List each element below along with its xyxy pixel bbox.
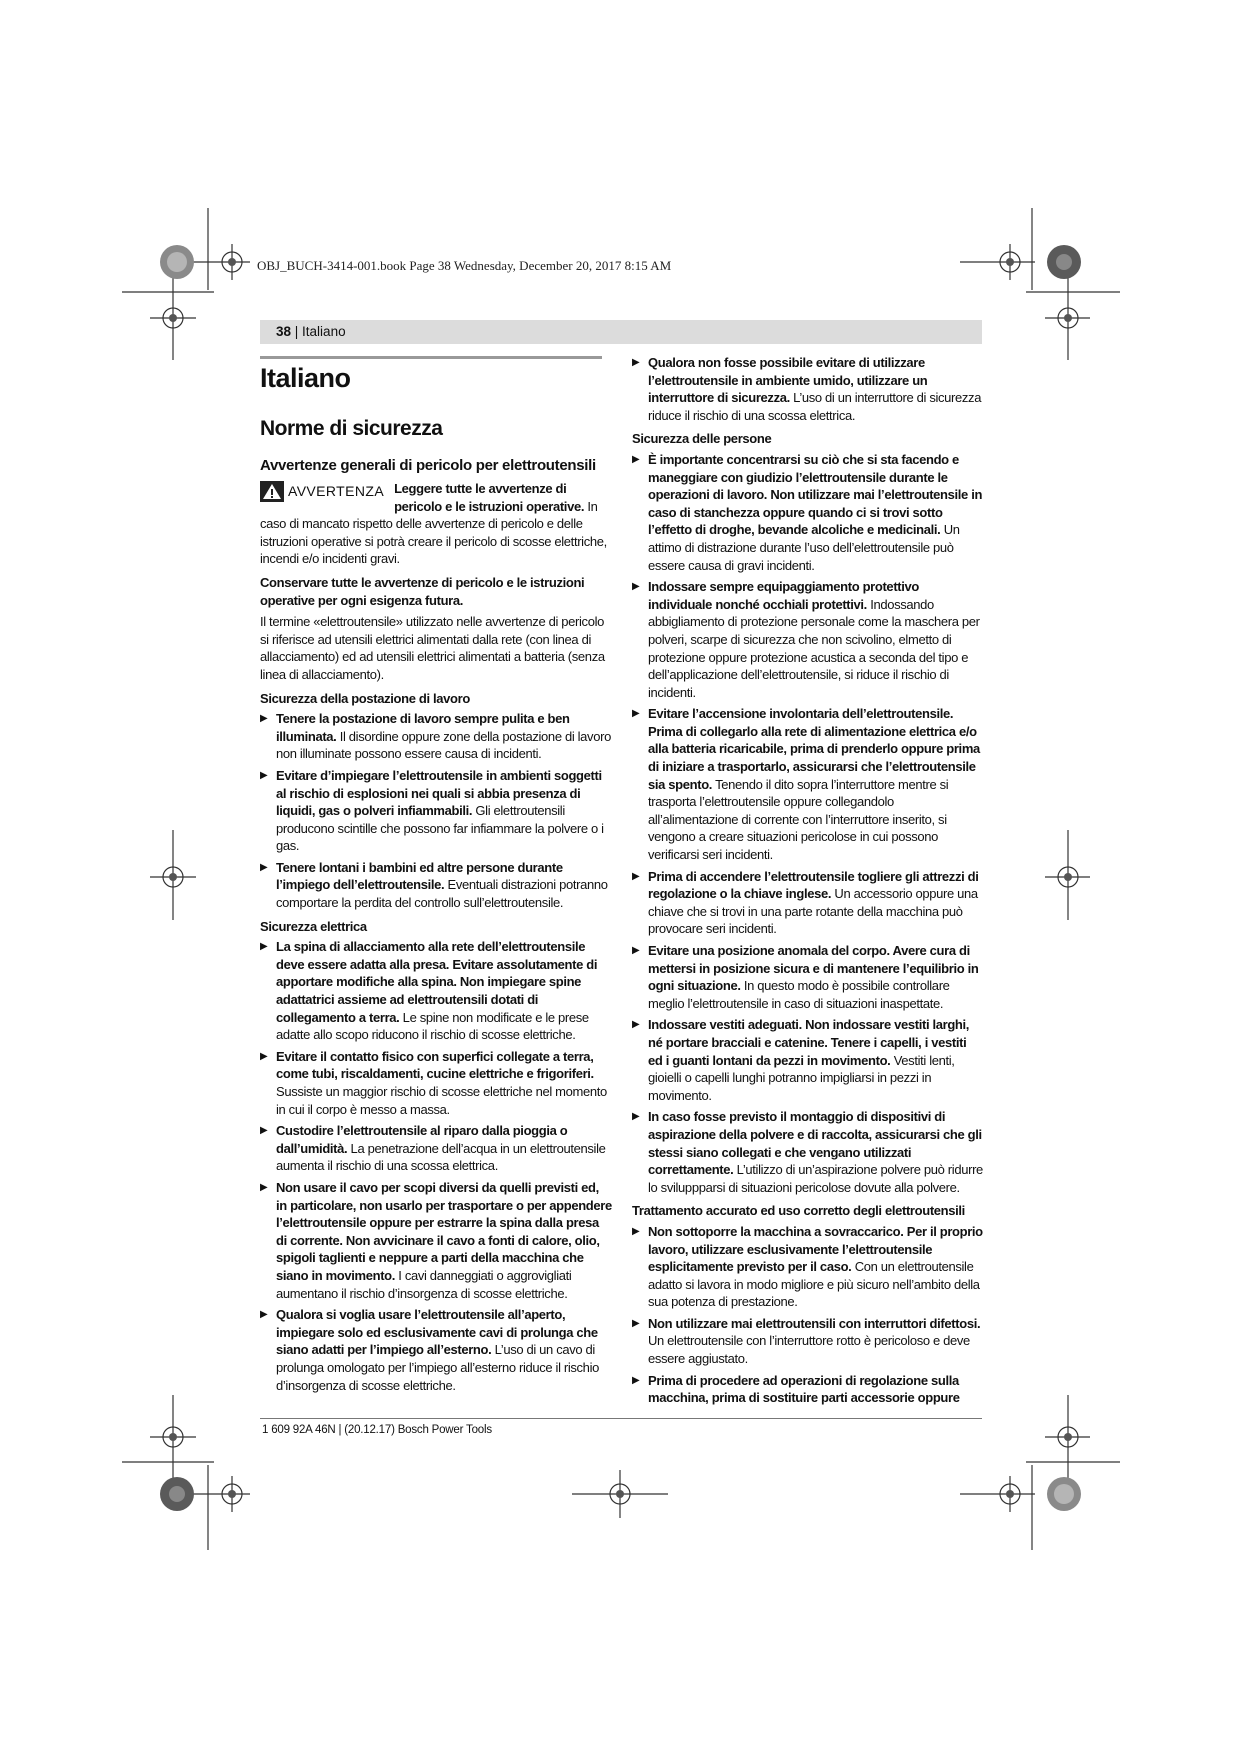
bullet-bold-text: Non utilizzare mai elettroutensili con interruttori difettosi. [648,1315,981,1331]
bullet-item [632,1108,984,1196]
warning-text: In caso di mancato rispetto delle avvertenze di pericolo e delle istruzioni operative si potrà creare il pericolo di scosse elettriche, incendi e/o incidenti gravi. [260,498,607,567]
definition-paragraph: Il termine «elettroutensile» utilizzato nelle avvertenze di pericolo si riferisce ad utensili elettrici alimentati dalla rete (con linea di allacciamento) ed ad utensili elettrici alimentati a batteria (senza linea di allacciamento). [260,614,605,682]
bullet-item [260,938,612,1044]
bullet-arrow-icon: ▶ [260,1050,268,1062]
bullet-item [632,705,984,863]
bullet-arrow-icon: ▶ [260,861,268,873]
bullet-bold-text: È importante concentrarsi su ciò che si sta facendo e maneggiare con giudizio l’elettroutensile durante le operazioni di lavoro. Non utilizzare mai l’elettroutensile in caso di stanchezza oppure quando ci si trovi sotto l’effetto di droghe, bevande alcoliche e medicinali. [648,451,983,538]
bullet-bold-text: Non sottoporre la macchina a sovraccarico. Per il proprio lavoro, utilizzare esclusivamente l’elettroutensile esplicitamente previsto per il caso. [648,1223,983,1275]
bullet-item [632,1223,984,1311]
bullet-arrow-icon: ▶ [632,453,640,465]
print-job-line: OBJ_BUCH-3414-001.book Page 38 Wednesday, December 20, 2017 8:15 AM [257,258,672,273]
bullet-item [632,1372,984,1407]
bullet-item [260,1179,612,1302]
left-sections [260,690,612,1395]
page-header [276,324,346,339]
bullet-bold-text: Evitare il contatto fisico con superfici collegate a terra, come tubi, riscaldamenti, cucine elettriche e frigoriferi. [276,1048,594,1082]
bullet-item [632,1315,984,1368]
left-column [260,362,612,1398]
page-title: Italiano [260,363,351,393]
bullet-arrow-icon: ▶ [260,941,268,953]
bullet-arrow-icon: ▶ [260,1125,268,1137]
section-title: Norme di sicurezza [260,417,443,440]
header-separator: | [291,324,303,339]
bullet-arrow-icon: ▶ [632,1225,640,1237]
bullet-text: L’utilizzo di un’aspirazione polvere può ridurre lo sviluppparsi di situazioni pericolose dovute alla polvere. [648,1162,983,1195]
bullet-bold-text: Non usare il cavo per scopi diversi da quelli previsti ed, in particolare, non usarlo per trasportare o per appendere l’elettroutensile oppure per estrarre la spina dalla presa di corrente. Non avvicinare il cavo a fonti di calore, olio, spigoli taglienti e neppure a parti della macchina che siano in movimento. [276,1179,612,1283]
section-heading: Trattamento accurato ed uso corretto degli elettroutensili [632,1203,965,1219]
bullet-text: In questo modo è possibile controllare meglio l’elettroutensile in caso di situazioni inaspettate. [648,978,950,1011]
bullet-text: Indossando abbigliamento di protezione personale come la maschera per polveri, scarpe di sicurezza che non scivolino, elmetto di protezione oppure protezione acustica a seconda del tipo e dell’applicazione dell’elettroutensile, si riduce il rischio di incidenti. [648,596,980,700]
bullet-bold-text: In caso fosse previsto il montaggio di dispositivi di aspirazione della polvere e di raccolta, assicurarsi che gli stessi siano collegati e che vengano utilizzati correttamente. [648,1109,982,1178]
bullet-bold-text: Tenere lontani i bambini ed altre persone durante l’impiego dell’elettroutensile. [276,859,563,893]
bullet-bold-text: Qualora si voglia usare l’elettroutensile all’aperto, impiegare solo ed esclusivamente cavi di prolunga che siano adatti per l’impiego all’esterno. [276,1307,598,1358]
warning-block [260,480,612,568]
header-language: Italiano [302,324,346,339]
warning-label: AVVERTENZA [288,482,385,499]
bullet-item [260,1122,612,1175]
bullet-bold-text: Evitare una posizione anomala del corpo. Avere cura di mettersi in posizione sicura e di mantenere l’equilibrio in ogni situazione. [648,943,979,994]
bullet-item [632,354,984,424]
bullet-item [632,451,984,574]
bullet-item [632,942,984,1012]
warning-bold-text: Leggere tutte le avvertenze di pericolo e le istruzioni operative. [394,481,585,514]
page-header-bar [260,320,982,344]
page-number: 38 [276,324,292,339]
bullet-arrow-icon: ▶ [632,1111,640,1123]
section-heading: Sicurezza della postazione di lavoro [260,690,470,706]
warning-badge [260,481,384,502]
bullet-item [260,767,612,855]
bullet-item [260,859,612,912]
bullet-bold-text: Indossare sempre equipaggiamento protettivo individuale nonché occhiali protettivi. [648,579,920,612]
bullet-arrow-icon: ▶ [632,870,640,882]
bullet-bold-text: La spina di allacciamento alla rete dell’elettroutensile deve essere adatta alla presa. Evitare assolutamente di apportare modifiche alla spina. Non impiegare spine adattatrici assieme ad elettroutensili dotati di collegamento a terra. [276,939,598,1025]
column-top-rule [260,356,602,359]
bullet-text: La penetrazione dell’acqua in un elettroutensile aumenta il rischio di una scossa elettrica. [276,1140,606,1174]
bullet-bold-text: Prima di accendere l’elettroutensile togliere gli attrezzi di regolazione o la chiave inglese. [648,868,979,902]
bullet-arrow-icon: ▶ [632,581,640,593]
footer-rule [260,1418,982,1419]
warning-triangle-icon [260,481,284,502]
bullet-arrow-icon: ▶ [632,945,640,956]
bullet-item [260,1048,612,1118]
bullet-text: Un elettroutensile con l’interruttore rotto è pericoloso e deve essere aggiustato. [648,1333,970,1367]
bullet-item [632,1016,984,1104]
bullet-bold-text: Evitare l’accensione involontaria dell’elettroutensile. Prima di collegarlo alla rete di alimentazione elettrica e/o alla batteria ricaricabile, prima di prenderlo oppure prima di iniziare a trasportarlo, assicurarsi che l’elettroutensile sia spento. [648,706,980,792]
bullet-text: Vestiti lenti, gioielli o capelli lunghi potranno impigliarsi in pezzi in movimento. [648,1052,955,1103]
bullet-arrow-icon: ▶ [260,1309,268,1321]
subsection-title: Avvertenze generali di pericolo per elettroutensili [260,457,596,474]
bullet-bold-text: Indossare vestiti adeguati. Non indossare vestiti larghi, né portare bracciali e catenine. Tenere i capelli, i vestiti ed i guanti lontani da pezzi in movimento. [648,1017,970,1068]
right-column [632,354,984,1411]
section-heading: Sicurezza delle persone [632,431,772,447]
bullet-text: Un accessorio oppure una chiave che si trovi in una parte rotante della macchina può provocare seri incidenti. [648,886,978,937]
bullet-arrow-icon: ▶ [632,357,640,368]
keep-instructions: Conservare tutte le avvertenze di pericolo e le istruzioni operative per ogni esigenza futura. [260,574,585,608]
bullet-text: Un attimo di distrazione durante l’uso dell’elettroutensile può essere causa di gravi incidenti. [648,522,960,573]
bullet-arrow-icon: ▶ [632,1374,640,1386]
bullet-text: Eventuali distrazioni potranno comportare la perdita del controllo sull’elettroutensile. [276,877,608,911]
bullet-item [260,710,612,763]
bullet-arrow-icon: ▶ [260,769,268,781]
bullet-text: I cavi danneggiati o aggrovigliati aumentano il rischio d’insorgenza di scosse elettriche. [276,1267,572,1301]
bullet-arrow-icon: ▶ [260,713,268,725]
bullet-text: Sussiste un maggior rischio di scosse elettriche nel momento in cui il corpo è messo a massa. [276,1084,607,1117]
bullet-item [632,868,984,938]
bullet-item [632,578,984,701]
section-heading: Sicurezza elettrica [260,918,367,934]
page-footer: 1 609 92A 46N | (20.12.17) Bosch Power Tools [262,1424,492,1436]
right-sections [632,430,984,1406]
bullet-bold-text: Custodire l’elettroutensile al riparo dalla pioggia o dall’umidità. [276,1123,568,1156]
bullet-text: Il disordine oppure zone della postazione di lavoro non illuminate possono essere causa di incidenti. [276,728,611,762]
bullet-text: Tenendo il dito sopra l’interruttore mentre si trasporta l’elettroutensile oppure collegandolo all’alimentazione di corrente con l’interruttore inserito, si vengono a creare situazioni pericolose in cui possono verificarsi seri incidenti. [648,776,949,863]
bullet-bold-text: Evitare d’impiegare l’elettroutensile in ambienti soggetti al rischio di esplosioni nei quali si abbia presenza di liquidi, gas o polveri infiammabili. [276,767,602,819]
bullet-text: Con un elettroutensile adatto si lavora in modo migliore e più sicuro nell’ambito della sua potenza di prestazione. [648,1259,980,1310]
bullet-bold-text: Prima di procedere ad operazioni di regolazione sulla macchina, prima di sostituire parti accessorie oppure [648,1372,960,1406]
right-top-item [632,354,984,424]
bullet-text: Gli elettroutensili producono scintille che possono far infiammare la polvere o i gas. [276,803,604,854]
bullet-arrow-icon: ▶ [260,1181,268,1193]
bullet-item [260,1306,612,1394]
bullet-arrow-icon: ▶ [632,1019,640,1031]
bullet-arrow-icon: ▶ [632,1317,640,1329]
bullet-text: Le spine non modificate e le prese adatte allo scopo riducono il rischio di scosse elettriche. [276,1009,589,1043]
bullet-bold-text: Tenere la postazione di lavoro sempre pulita e ben illuminata. [276,711,570,744]
bullet-bold-text: Qualora non fosse possibile evitare di utilizzare l’elettroutensile in ambiente umido, utilizzare un interruttore di sicurezza. [648,355,928,406]
bullet-text: L’uso di un interruttore di sicurezza riduce il rischio di una scossa elettrica. [648,390,982,423]
bullet-text: L’uso di un cavo di prolunga omologato per l’impiego all’esterno riduce il rischio d’insorgenza di scosse elettriche. [276,1342,599,1393]
bullet-arrow-icon: ▶ [632,708,640,720]
